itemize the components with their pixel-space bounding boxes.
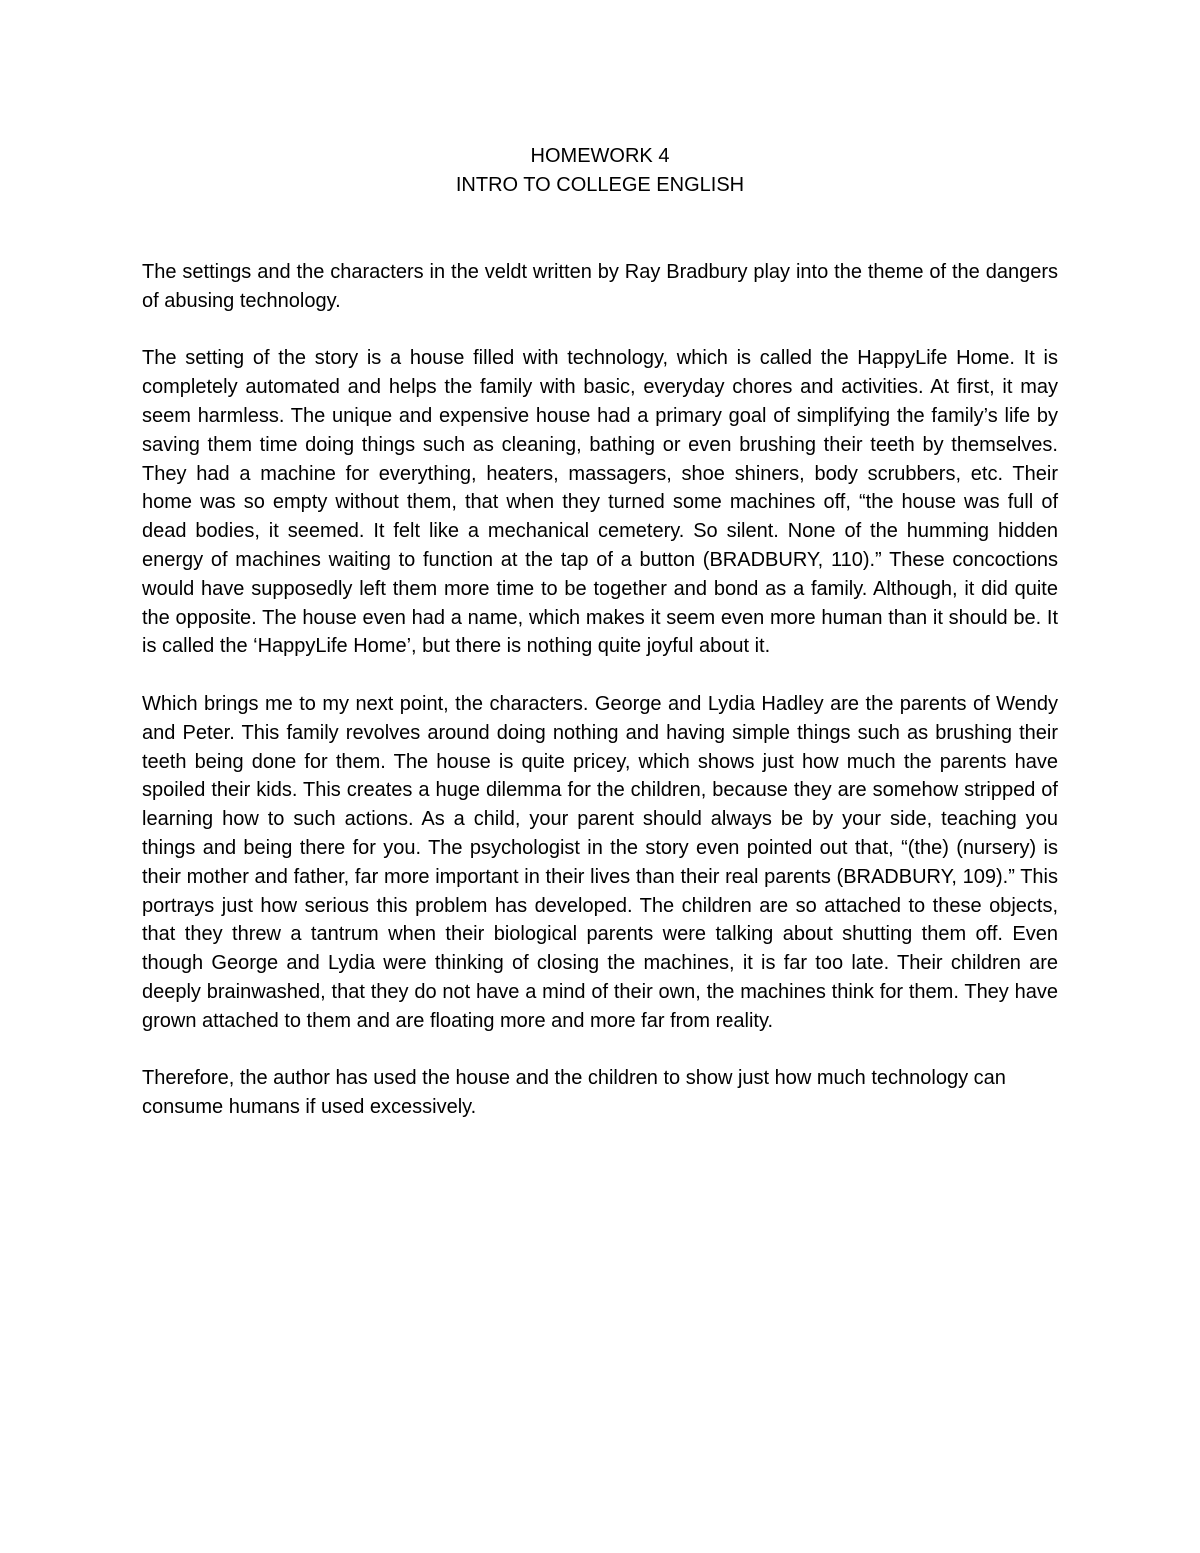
title-line-homework: HOMEWORK 4 bbox=[530, 145, 670, 167]
paragraph-setting: The setting of the story is a house filled with technology, which is called the HappyLife Home. It is completely automated and helps the family with basic, everyday chores and activities. At first, it may seem harmless. The unique and expensive house had a primary goal of simplifying the family’s life by saving them time doing things such as cleaning, bathing or even brushing their teeth by themselves. They had a machine for everything, heaters, massagers, shoe shiners, body scrubbers, etc. Their home was so empty without them, that when they turned some machines off, “the house was full of dead bodies, it seemed. It felt like a mechanical cemetery. So silent. None of the humming hidden energy of machines waiting to function at the tap of a button (BRADBURY, 110).” These concoctions would have supposedly left them more time to be together and bond as a family. Although, it did quite the opposite. The house even had a name, which makes it seem even more human than it should be. It is called the ‘HappyLife Home’, but there is nothing quite joyful about it. bbox=[142, 347, 1058, 658]
title-line-course: INTRO TO COLLEGE ENGLISH bbox=[455, 174, 745, 196]
paragraph-characters: Which brings me to my next point, the characters. George and Lydia Hadley are the parents of Wendy and Peter. This family revolves around doing nothing and having simple things such as brushing their teeth being done for them. The house is quite pricey, which shows just how much the parents have spoiled their kids. This creates a huge dilemma for the children, because they are somehow stripped of learning how to such actions. As a child, your parent should always be by your side, teaching you things and being there for you. The psychologist in the story even pointed out that, “(the) (nursery) is their mother and father, far more important in their lives than their real parents (BRADBURY, 109).” This portrays just how serious this problem has developed. The children are so attached to these objects, that they threw a tantrum when their biological parents were talking about shutting them off. Even though George and Lydia were thinking of closing the machines, it is far too late. Their children are deeply brainwashed, that they do not have a mind of their own, the machines think for them. They have grown attached to them and are floating more and more far from reality. bbox=[142, 692, 1058, 1032]
paragraph-conclusion: Therefore, the author has used the house and the children to show just how much technology can consume humans if used excessively. bbox=[142, 1067, 1006, 1119]
paragraph-thesis: The settings and the characters in the veldt written by Ray Bradbury play into the theme of the dangers of abusing technology. bbox=[142, 261, 1058, 312]
document-title bbox=[142, 142, 1058, 200]
document-body bbox=[142, 258, 1058, 1151]
